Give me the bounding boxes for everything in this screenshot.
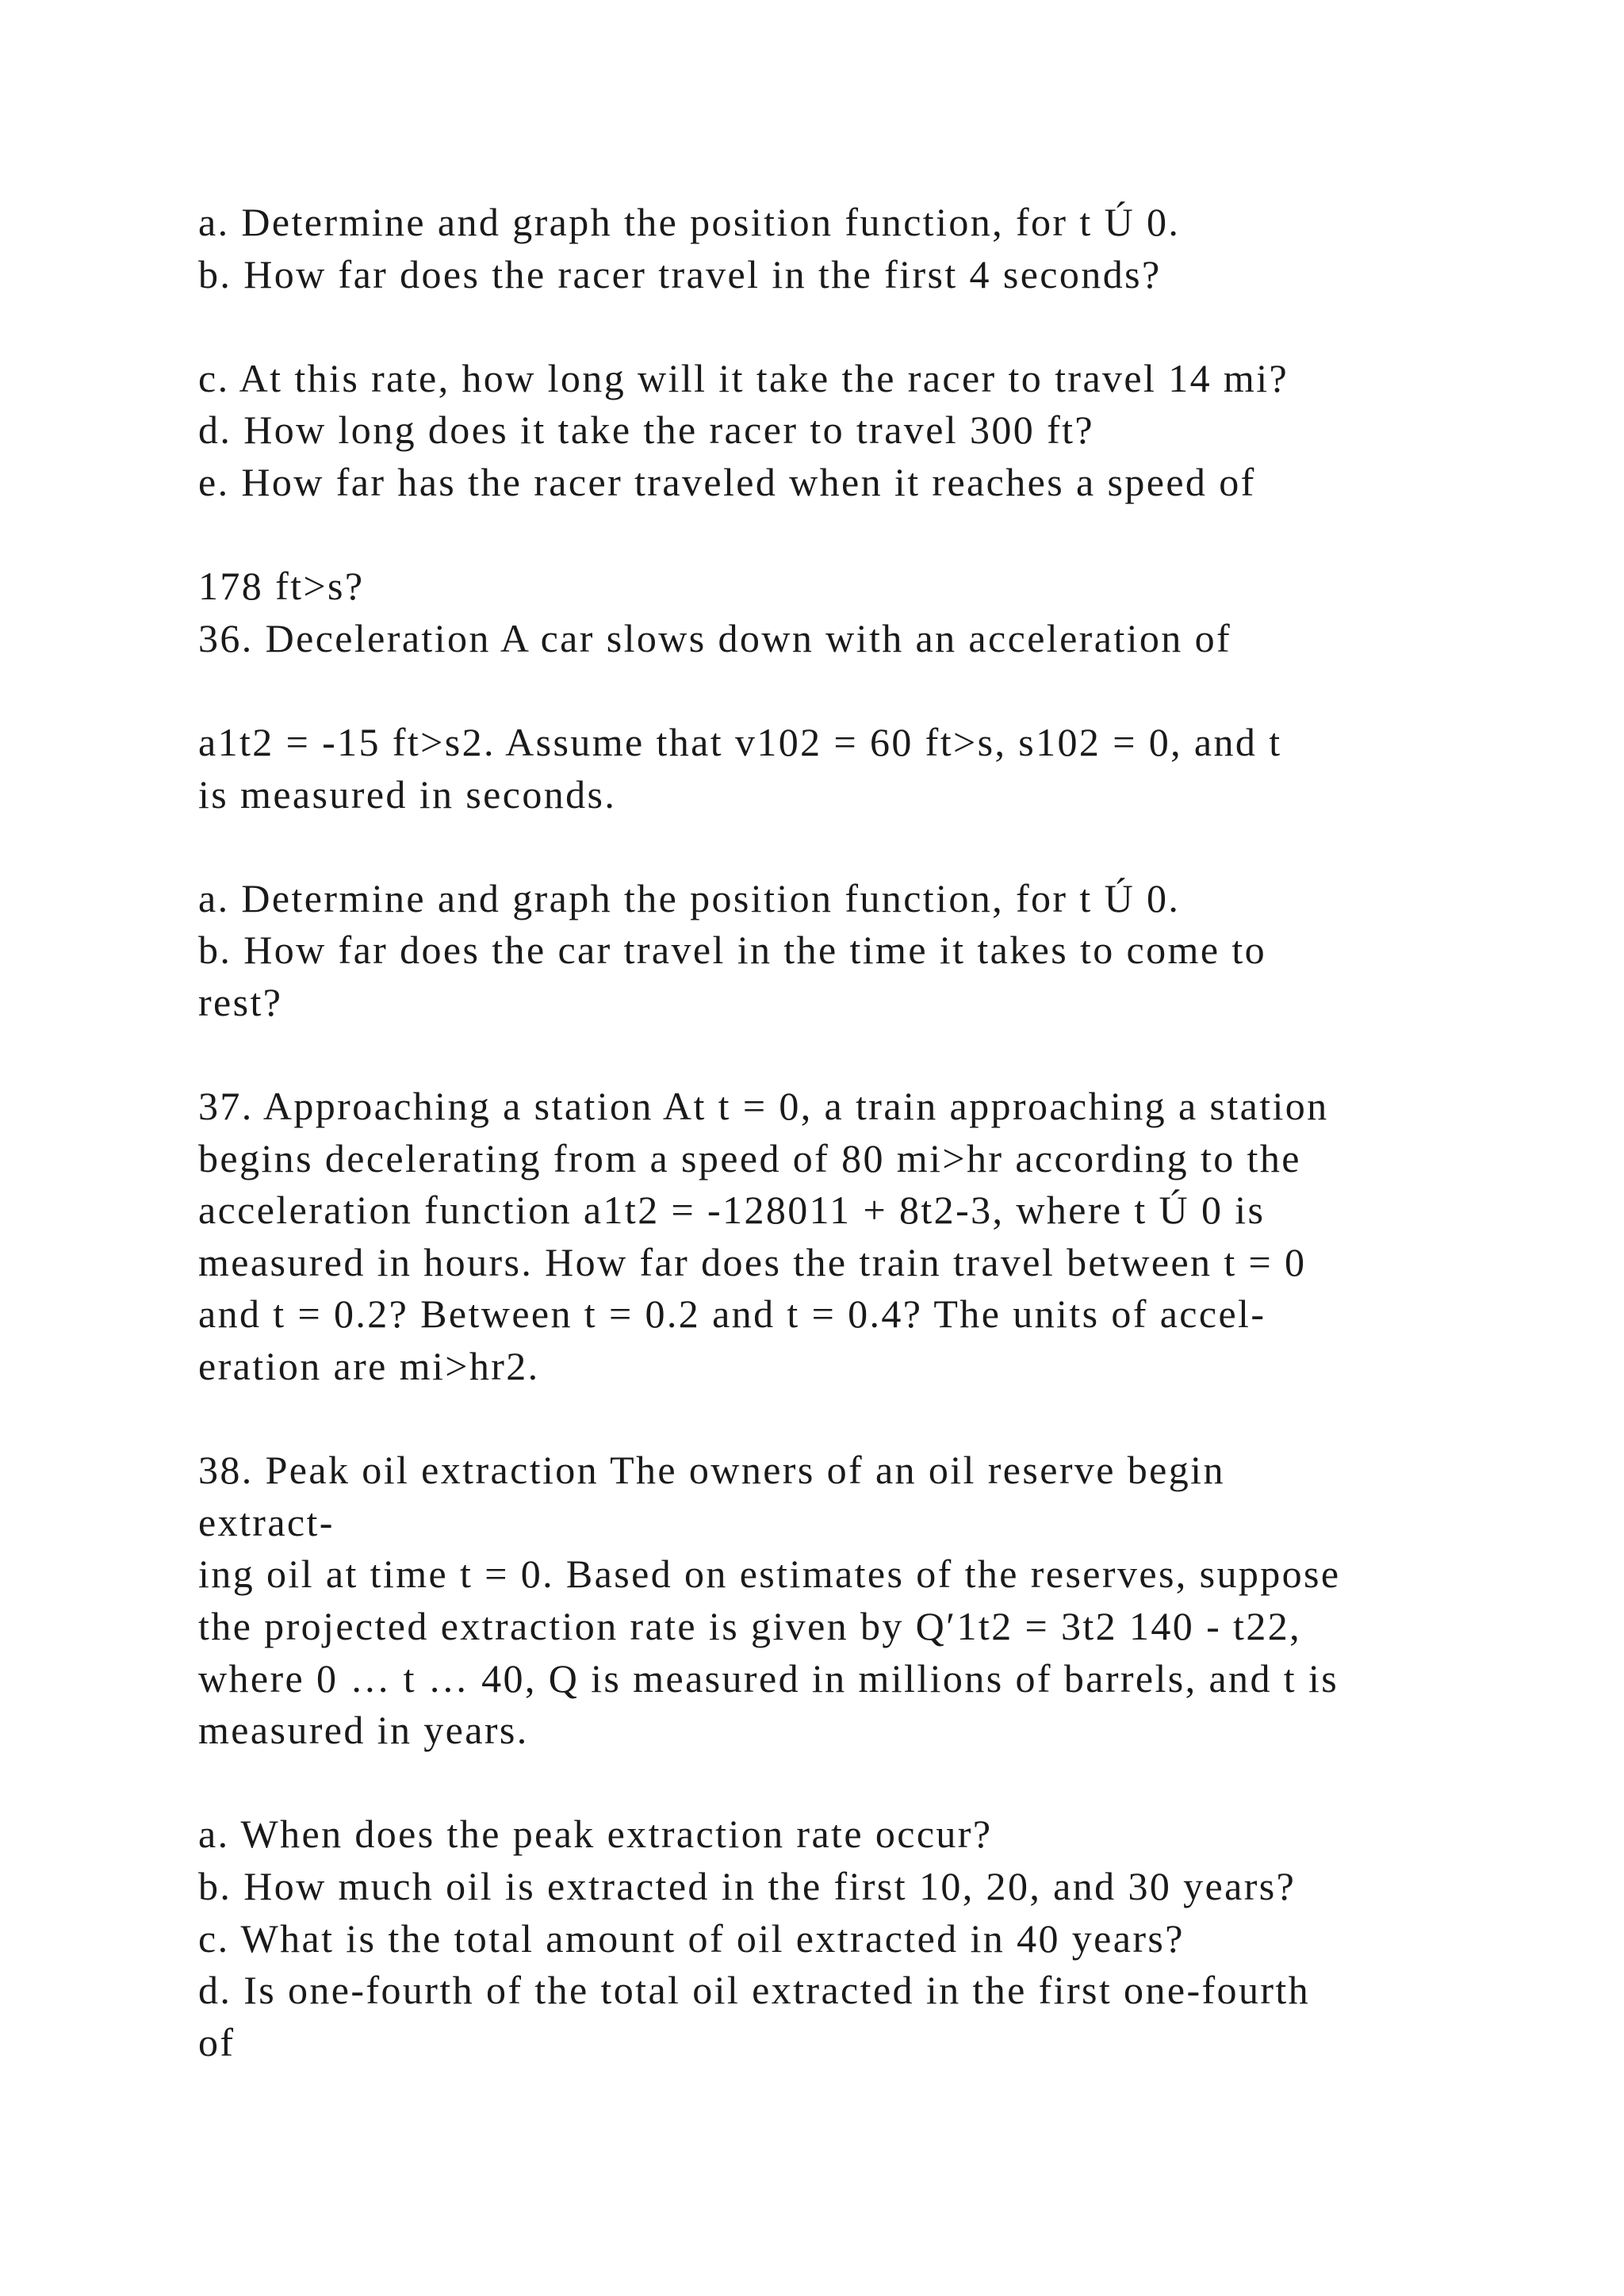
text-line: measured in hours. How far does the train travel between t = 0 xyxy=(198,1239,1307,1284)
text-line: eration are mi>hr2. xyxy=(198,1344,540,1389)
text-line: and t = 0.2? Between t = 0.2 and t = 0.4? The units of accel- xyxy=(198,1292,1266,1337)
text-line: d. How long does it take the racer to travel 300 ft? xyxy=(198,408,1095,453)
text-line: of xyxy=(198,2019,236,2064)
text-line: b. How far does the racer travel in the first 4 seconds? xyxy=(198,251,1162,297)
text-line: c. What is the total amount of oil extracted in 40 years? xyxy=(198,1915,1185,1961)
blank-line xyxy=(198,821,1507,873)
text-line: a. Determine and graph the position function, for t Ú 0. xyxy=(198,200,1181,244)
text-line: a. When does the peak extraction rate occur? xyxy=(198,1812,993,1857)
text-line: rest? xyxy=(198,979,283,1024)
blank-line xyxy=(198,1029,1507,1081)
text-line: e. How far has the racer traveled when it reaches a speed of xyxy=(198,459,1256,504)
text-line: where 0 … t … 40, Q is measured in millions of barrels, and t is xyxy=(198,1655,1339,1701)
text-line: c. At this rate, how long will it take the racer to travel 14 mi? xyxy=(198,355,1289,400)
text-line: 36. Deceleration A car slows down with an acceleration of xyxy=(198,615,1232,660)
blank-line xyxy=(198,664,1507,717)
text-line: a1t2 = -15 ft>s2. Assume that v102 = 60 ft>s, s102 = 0, and t xyxy=(198,719,1282,764)
text-line: b. How much oil is extracted in the first 10, 20, and 30 years? xyxy=(198,1864,1297,1908)
text-line: ing oil at time t = 0. Based on estimates of the reserves, suppose xyxy=(198,1552,1341,1597)
text-line: measured in years. xyxy=(198,1708,529,1753)
text-line: 178 ft>s? xyxy=(198,564,365,609)
text-line: d. Is one-fourth of the total oil extracted in the first one-fourth xyxy=(198,1968,1311,2013)
text-line: 38. Peak oil extraction The owners of an oil reserve begin xyxy=(198,1448,1225,1493)
text-line: extract- xyxy=(198,1499,335,1544)
text-line: a. Determine and graph the position function, for t Ú 0. xyxy=(198,875,1181,920)
text-line: b. How far does the car travel in the time it takes to come to xyxy=(198,928,1267,973)
document-text xyxy=(198,197,1507,2068)
text-line: is measured in seconds. xyxy=(198,771,617,817)
blank-line xyxy=(198,509,1507,561)
text-line: the projected extraction rate is given by Q′1t2 = 3t2 140 - t22, xyxy=(198,1604,1302,1649)
text-line: acceleration function a1t2 = -128011 + 8t2-3, where t Ú 0 is xyxy=(198,1188,1266,1233)
text-line: begins decelerating from a speed of 80 mi>hr according to the xyxy=(198,1135,1301,1181)
blank-line xyxy=(198,1393,1507,1445)
blank-line xyxy=(198,1757,1507,1809)
text-line: 37. Approaching a station At t = 0, a train approaching a station xyxy=(198,1084,1329,1129)
blank-line xyxy=(198,300,1507,353)
